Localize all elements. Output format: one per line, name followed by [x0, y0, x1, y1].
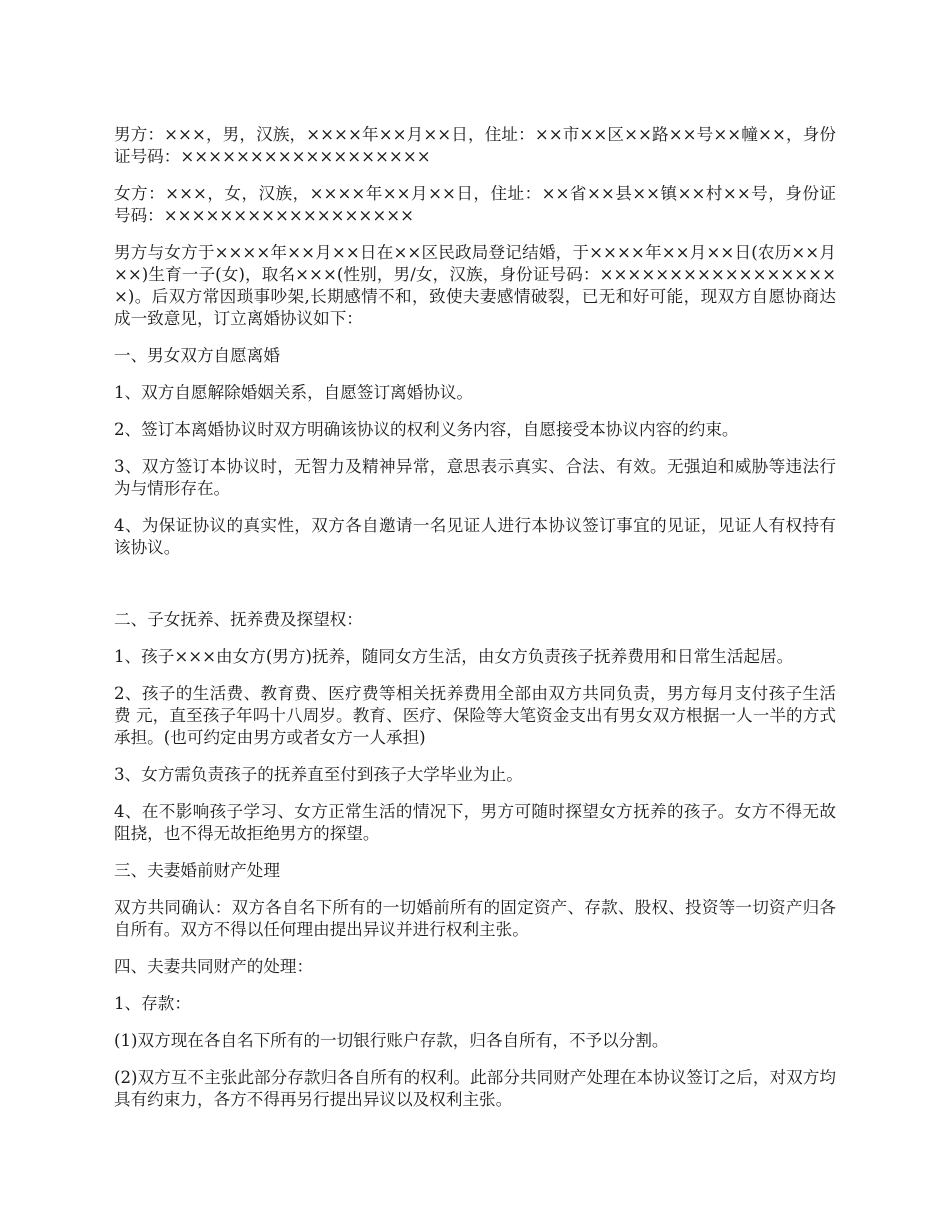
section-heading-1: 一、男女双方自愿离婚 — [114, 346, 280, 365]
party-male-info: 男方：×××，男，汉族，××××年××月××日，住址：××市××区××路××号××幢××，身份证号码：×××××××××××××××××× — [114, 125, 836, 166]
clause-2-1: 1、孩子×××由女方(男方)抚养，随同女方生活，由女方负责孩子抚养费用和日常生活起居。 — [114, 647, 794, 666]
section-heading-4: 四、夫妻共同财产的处理： — [114, 957, 314, 976]
clause-4-1-item-1: (1)双方现在各自名下所有的一切银行账户存款，归各自所有，不予以分割。 — [114, 1031, 669, 1050]
clause-4-1-heading: 1、存款： — [114, 994, 191, 1013]
preamble-paragraph: 男方与女方于××××年××月××日在××区民政局登记结婚，于××××年××月××日(农历××月××)生育一子(女)，取名×××(性别，男/女，汉族，身份证号码：××××××××××××××××××)。后双方常因琐事吵架,长期感情不和，致使夫妻感情破裂，已无和好可能，现双方自愿协商达成一致意见，订立离婚协议如下： — [114, 243, 836, 328]
clause-1-2: 2、签订本离婚协议时双方明确该协议的权利义务内容，自愿接受本协议内容的约束。 — [114, 420, 739, 439]
section-spacer — [114, 574, 836, 609]
party-female-info: 女方：×××，女，汉族，××××年××月××日，住址：××省××县××镇××村××号，身份证号码：×××××××××××××××××× — [114, 184, 836, 225]
section-heading-2: 二、子女抚养、抚养费及探望权： — [114, 610, 363, 629]
clause-2-2: 2、孩子的生活费、教育费、医疗费等相关抚养费用全部由双方共同负责，男方每月支付孩子生活费 元，直至孩子年吗十八周岁。教育、医疗、保险等大笔资金支出有男女双方根据一人一半的方式承担。(也可约定由男方或者女方一人承担) — [114, 684, 836, 747]
clause-1-4: 4、为保证协议的真实性，双方各自邀请一名见证人进行本协议签订事宜的见证，见证人有权持有该协议。 — [114, 516, 836, 557]
clause-2-3: 3、女方需负责孩子的抚养直至付到孩子大学毕业为止。 — [114, 765, 523, 784]
clause-4-1-item-2: (2)双方互不主张此部分存款归各自所有的权利。此部分共同财产处理在本协议签订之后，对双方均具有约束力，各方不得再另行提出异议以及权利主张。 — [114, 1068, 836, 1109]
section-heading-3: 三、夫妻婚前财产处理 — [114, 861, 280, 880]
clause-1-1: 1、双方自愿解除婚姻关系，自愿签订离婚协议。 — [114, 383, 474, 402]
document-page — [114, 124, 836, 1126]
clause-3-body: 双方共同确认：双方各自名下所有的一切婚前所有的固定资产、存款、股权、投资等一切资产归各自所有。双方不得以任何理由提出异议并进行权利主张。 — [114, 898, 836, 939]
clause-1-3: 3、双方签订本协议时，无智力及精神异常，意思表示真实、合法、有效。无强迫和威胁等违法行为与情形存在。 — [114, 457, 836, 498]
clause-2-4: 4、在不影响孩子学习、女方正常生活的情况下，男方可随时探望女方抚养的孩子。女方不得无故阻挠，也不得无故拒绝男方的探望。 — [114, 802, 836, 843]
